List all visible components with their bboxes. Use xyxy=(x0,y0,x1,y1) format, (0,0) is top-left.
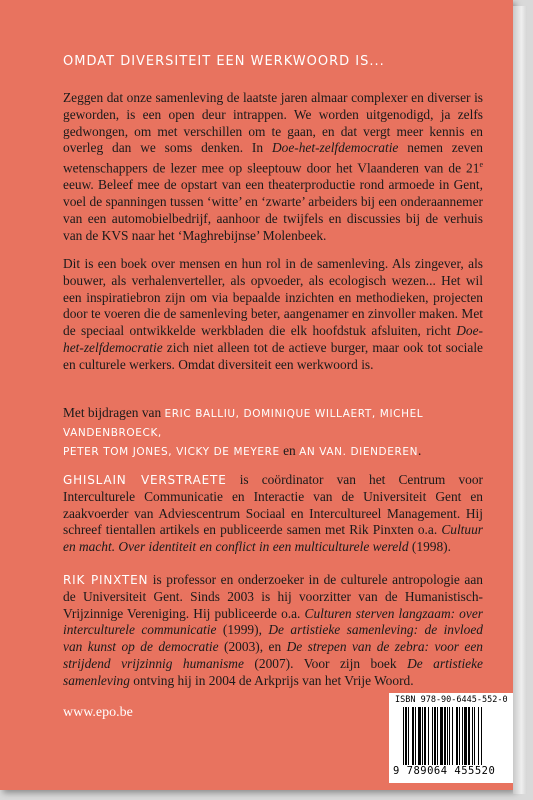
bio2-text-4: (2007). Voor zijn boek xyxy=(243,655,408,671)
intro2-text-2: zich niet alleen tot de actieve burger, maar ook tot sociale en culturele werkers. Omdat diversiteit een werkwoord is. xyxy=(63,339,483,372)
intro2-text-1: Dit is een boek over mensen en hun rol in de samenleving. Als zingever, als bouwer, als verhalenverteller, als opvoeder, als ecologisch wezen... Het wil een inspiratiebron zijn om via bepaalde inzichten en methodieken, projecten door te voeren die de samenleving beter, aangenamer en zinvoller maken. Met de speciaal ontwikkelde werkbladen die elk hoofdstuk afsluiten, richt xyxy=(63,256,483,339)
bio2-book-title-3: De strepen van de zebra: voor een strijdend vrijzinnig humanisme xyxy=(63,639,483,671)
barcode-icon xyxy=(403,707,507,765)
contrib-names-1: ERIC BALLIU, DOMINIQUE WILLAERT, MICHEL VANDENBROECK, xyxy=(63,408,424,439)
contributors xyxy=(63,404,483,461)
bio2-text-5: ontving hij in 2004 de Arkprijs van het Vrije Woord. xyxy=(129,672,414,688)
cover-heading: OMDAT DIVERSITEIT EEN WERKWOORD IS... xyxy=(63,54,385,69)
author-bio-pinxten xyxy=(63,572,483,690)
book-spine-edge xyxy=(513,6,527,794)
bio2-text-2: (1999), xyxy=(216,622,269,638)
contrib-lead: Met bijdragen van xyxy=(63,405,165,420)
contrib-names-3: AN VAN. DIENDEREN xyxy=(299,446,419,458)
intro-text-1: Zeggen dat onze samenleving de laatste jaren almaar complexer en diverser is geworden, is een open deur intrappen. We worden uitgenodigd, ja zelfs gedwongen, om met verschillen om te gaan, en dat vergt meer kennis en overleg dan we soms denken. In xyxy=(63,90,483,156)
bio2-text-3: (2003), en xyxy=(218,639,287,655)
contrib-end: . xyxy=(418,443,422,458)
author-bio-verstraete xyxy=(63,472,483,556)
bio1-text-1: is coördinator van het Centrum voor Interculturele Communicatie en Interactie van de Universiteit Gent en zaakvoerder van Adviescentrum Sociaal en Intercultureel Management. Hij schreef tientallen artikels en publiceerde samen met Rik Pinxten o.a. xyxy=(63,472,483,538)
bio2-text-1: is professor en onderzoeker in de culturele antropologie aan de Universiteit Gent. Sinds 2003 is hij voorzitter van de Humanistisch-Vrijzinnige Vereniging. Hij publiceerde o.a. xyxy=(63,572,484,621)
barcode-box xyxy=(389,693,515,783)
isbn-label: ISBN 978-90-6445-552-0 xyxy=(395,695,508,705)
contrib-en: en xyxy=(279,443,300,458)
intro-superscript: e xyxy=(479,160,483,170)
author-name-pinxten: RIK PINXTEN xyxy=(63,573,149,587)
intro-text-2: nemen zeven wetenschappers de lezer mee op sleeptouw door het Vlaanderen van de 21 xyxy=(63,140,484,176)
intro-book-title: Doe-het-zelfdemocratie xyxy=(271,140,399,156)
author-name-verstraete: GHISLAIN VERSTRAETE xyxy=(63,473,227,487)
bio1-text-2: (1998). xyxy=(408,539,451,555)
intro-text-3: eeuw. Beleef mee de opstart van een theaterproductie rond armoede in Gent, voel de spanningen tussen ‘witte’ en ‘zwarte’ arbeiders bij een onderaannemer van een automobielbedrijf, aanhoor de twijfels en discussies bij de verhuis van de KVS naar het ‘Maghrebijnse’ Molenbeek. xyxy=(63,177,483,243)
bio2-book-title-4: De artistieke samenleving xyxy=(63,655,483,688)
intro2-book-title: Doe-het-zelfdemocratie xyxy=(63,323,483,355)
bio2-book-title-2: De artistieke samenleving: de invloed van kunst op de democratie xyxy=(63,622,483,655)
bio2-book-title-1: Culturen sterven langzaam: over interculturele communicatie xyxy=(63,605,483,638)
contrib-names-2: PETER TOM JONES, VICKY DE MEYERE xyxy=(63,446,280,458)
ean-number: 9 789064 455520 xyxy=(393,765,496,777)
bio1-book-title: Cultuur en macht. Over identiteit en conflict in een multiculturele wereld xyxy=(63,522,483,555)
intro-paragraph-2 xyxy=(63,256,483,374)
publisher-website: www.epo.be xyxy=(63,705,133,720)
intro-paragraph xyxy=(63,90,483,245)
